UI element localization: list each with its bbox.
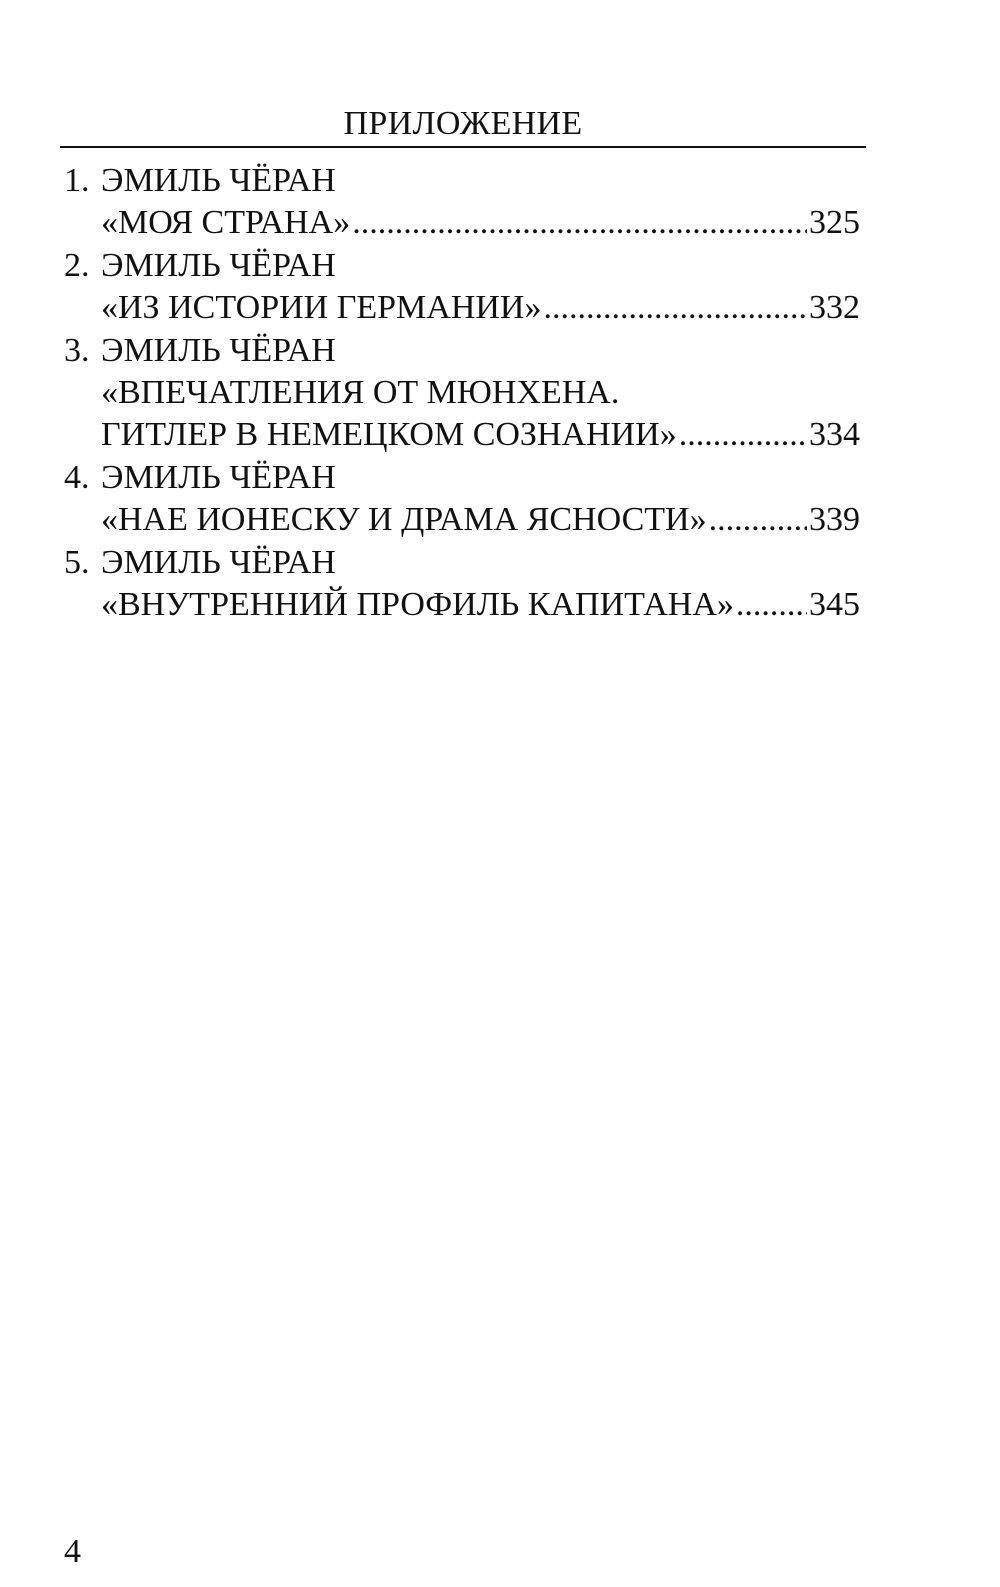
- toc-entry-page: 325: [809, 204, 860, 241]
- toc-entry-title-line[interactable]: [64, 414, 860, 456]
- toc-entry-page: 339: [809, 501, 860, 538]
- toc-entry-number: 5.: [64, 544, 90, 581]
- toc-entry-heading: [64, 160, 860, 202]
- section-title: ПРИЛОЖЕНИЕ: [343, 105, 583, 142]
- toc-entry-number: 4.: [64, 459, 90, 496]
- toc-entry-title: «МОЯ СТРАНА»: [101, 204, 351, 241]
- toc-entry-title: «НАЕ ИОНЕСКУ И ДРАМА ЯСНОСТИ»: [101, 501, 707, 538]
- toc-entry-heading: [64, 245, 860, 287]
- toc-entry-title-line[interactable]: [64, 202, 860, 244]
- toc-entry-page: 334: [809, 416, 860, 453]
- title-rule: [60, 146, 866, 148]
- toc-entry-author: ЭМИЛЬ ЧЁРАН: [101, 247, 336, 284]
- toc-entry-title-line[interactable]: [64, 287, 860, 329]
- page-number: 4: [64, 1533, 81, 1570]
- toc-entry-title-line[interactable]: [64, 584, 860, 626]
- toc-entry-page: 345: [809, 586, 860, 623]
- toc-entry: [64, 330, 860, 456]
- table-of-contents: [64, 160, 860, 626]
- toc-entry-title-first-line: «ВПЕЧАТЛЕНИЯ ОТ МЮНХЕНА.: [101, 374, 620, 411]
- toc-entry-author: ЭМИЛЬ ЧЁРАН: [101, 459, 336, 496]
- toc-entry-title-line[interactable]: [64, 499, 860, 541]
- toc-entry: [64, 245, 860, 329]
- dot-leader: [736, 584, 807, 626]
- toc-entry-author: ЭМИЛЬ ЧЁРАН: [101, 162, 336, 199]
- toc-entry-heading: [64, 542, 860, 584]
- toc-entry-title: «ВНУТРЕННИЙ ПРОФИЛЬ КАПИТАНА»: [101, 586, 734, 623]
- dot-leader: [709, 499, 807, 541]
- toc-entry-number: 3.: [64, 332, 90, 369]
- toc-entry: [64, 160, 860, 244]
- toc-entry-heading: [64, 457, 860, 499]
- toc-entry: [64, 542, 860, 626]
- toc-entry-title: ГИТЛЕР В НЕМЕЦКОМ СОЗНАНИИ»: [101, 416, 677, 453]
- toc-entry-heading: [64, 330, 860, 372]
- toc-entry-title: «ИЗ ИСТОРИИ ГЕРМАНИИ»: [101, 289, 542, 326]
- dot-leader: [544, 287, 808, 329]
- toc-entry-page: 332: [809, 289, 860, 326]
- dot-leader: [352, 202, 807, 244]
- toc-entry-number: 2.: [64, 247, 90, 284]
- dot-leader: [679, 414, 807, 456]
- toc-entry-author: ЭМИЛЬ ЧЁРАН: [101, 332, 336, 369]
- toc-entry-number: 1.: [64, 162, 90, 199]
- toc-entry: [64, 457, 860, 541]
- toc-entry-author: ЭМИЛЬ ЧЁРАН: [101, 544, 336, 581]
